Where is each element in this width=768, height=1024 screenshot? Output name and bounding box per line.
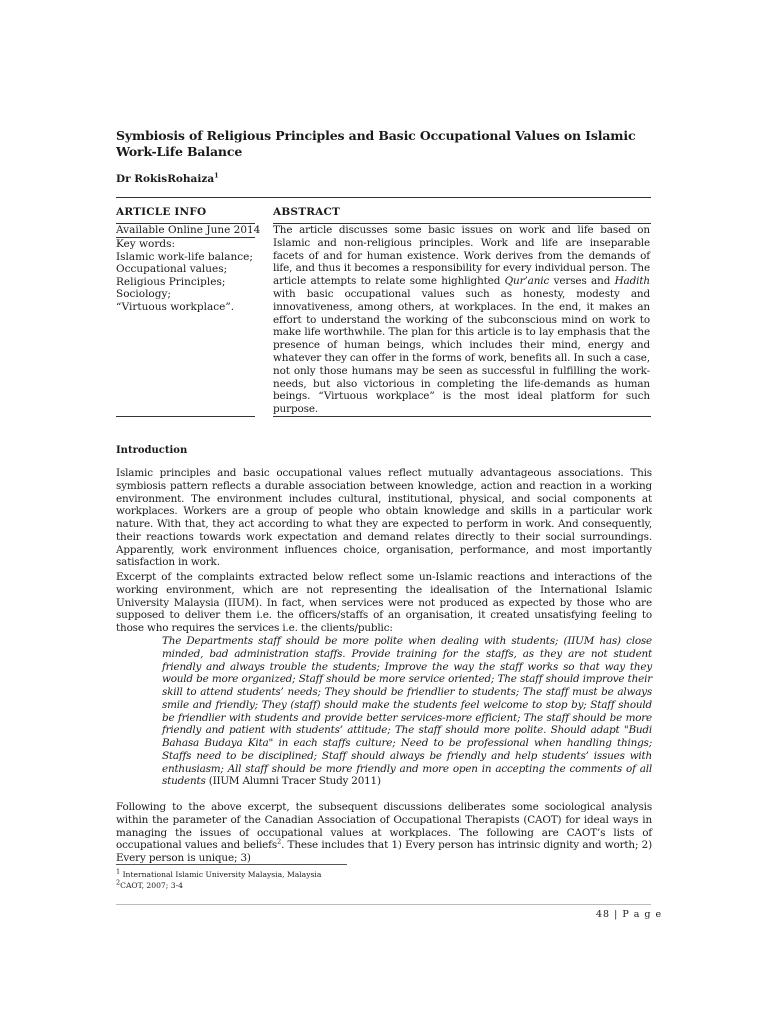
footnote-text: International Islamic University Malaysia, Malaysia bbox=[122, 870, 322, 879]
footnote-text: CAOT, 2007; 3-4 bbox=[120, 881, 183, 890]
paragraph-text-part: . These includes that 1) Every person has intrinsic dignity and worth; 2) Every person is unique; 3) bbox=[116, 839, 653, 864]
article-info-bottom-rule bbox=[116, 416, 255, 417]
author-line bbox=[116, 173, 219, 185]
keywords-block bbox=[116, 238, 256, 313]
keyword-item: Islamic work-life balance; bbox=[116, 250, 253, 263]
abstract-italic-term: Qur’anic bbox=[504, 275, 550, 288]
footnote-mark: 1 bbox=[116, 867, 121, 876]
author-footnote-mark: 1 bbox=[214, 171, 219, 180]
article-info bbox=[116, 224, 261, 237]
keyword-item: “Virtuous workplace”. bbox=[116, 300, 235, 313]
footnote-mark: 2 bbox=[116, 878, 121, 887]
abstract-text-part: with basic occupational values such as honesty, modesty and innovativeness, among others, at workplaces. In the end, it makes an effort to understand the working of the subconscious mind on work to make life worthwhile. The plan for this article is to lay emphasis that the presence of human beings, which includes their mind, energy and whatever they can offer in the forms of work, benefits all. In such a case, not only those humans may be seen as successful in fulfilling the work-needs, but also victorious in completing the life-demands as human beings. “Virtuous workplace” is the most ideal platform for such purpose. bbox=[273, 287, 650, 416]
abstract-bottom-rule bbox=[273, 416, 651, 417]
paper-title: Symbiosis of Religious Principles and Basic Occupational Values on Islamic Work-Life Balance bbox=[116, 128, 636, 159]
keywords-label: Key words: bbox=[116, 238, 176, 250]
footnote-separator bbox=[116, 864, 347, 865]
quote-citation: (IIUM Alumni Tracer Study 2011) bbox=[205, 775, 381, 788]
abstract-text bbox=[273, 224, 650, 416]
complaints-excerpt-quote bbox=[162, 635, 652, 788]
introduction-paragraph-1: Islamic principles and basic occupational values reflect mutually advantageous associations. This symbiosis pattern reflects a durable association between knowledge, action and reaction in a working environment. The environment includes cultural, institutional, physical, and social components at workplaces. Workers are a group of people who obtain knowledge and skills in a particular work nature. With that, they act according to what they are expected to perform in work. And consequently, their reactions towards work expectation and demand relates directly to their social surroundings. Apparently, work environment influences choice, organisation, performance, and most importantly satisfaction in work. bbox=[116, 467, 652, 569]
keyword-item: Sociology; bbox=[116, 288, 171, 300]
footnote-2 bbox=[116, 878, 183, 891]
page-number: 48 | P a g e bbox=[596, 909, 663, 920]
introduction-heading: Introduction bbox=[116, 445, 188, 456]
availability-date: Available Online June 2014 bbox=[116, 224, 261, 236]
abstract-italic-term: Hadith bbox=[614, 275, 650, 288]
author-name: Dr RokisRohaiza bbox=[116, 173, 215, 185]
introduction-paragraph-3 bbox=[116, 801, 652, 865]
paragraph-text-part: Following to the above excerpt, the subsequent discussions deliberates some sociological analysis within the parameter of the Canadian Association of Occupational Therapists (CAOT) for ideal ways in managing the issues of occupational values at workplaces. The following are CAOT’s lists of occupational values and beliefs bbox=[116, 801, 652, 852]
header-rule bbox=[116, 197, 651, 198]
abstract-text-part: verses and bbox=[549, 275, 615, 288]
footnote-1 bbox=[116, 867, 322, 880]
footnote-reference-mark: 2 bbox=[277, 837, 282, 846]
abstract-heading: ABSTRACT bbox=[273, 206, 341, 218]
abstract-text-part: The article discusses some basic issues on work and life based on Islamic and non-religious principles. Work and life are inseparable facets of and for human existence. Work derives from the demands of life, and thus it becomes a responsibility for every individual person. The article attempts to relate some highlighted bbox=[273, 224, 650, 288]
page-footer-rule bbox=[116, 904, 651, 905]
article-info-heading: ARTICLE INFO bbox=[116, 206, 207, 218]
keyword-item: Religious Principles; bbox=[116, 275, 226, 288]
keyword-item: Occupational values; bbox=[116, 263, 228, 275]
introduction-paragraph-2: Excerpt of the complaints extracted below reflect some un-Islamic reactions and interactions of the working environment, which are not representing the idealisation of the International Islamic University Malaysia (IIUM). In fact, when services were not produced as expected by those who are supposed to deliver them i.e. the officers/staffs of an organisation, it created unsatisfying feeling to those who requires the services i.e. the clients/public: bbox=[116, 571, 652, 634]
quote-text: The Departments staff should be more polite when dealing with students; (IIUM has) close minded, bad administration staffs. Provide training for the staffs, as they are not student friendly and always trouble the students; Improve the way the staff works so that way they would be more organized; Staff should be more service oriented; The staff should improve their skill to attend students’ needs; They should be friendlier to students; The staff must be always smile and friendly; They (staff) should make the students feel welcome to stop by; Staff should be friendlier with students and provide better services-more efficient; The staff should be more friendly and patient with students’ attitude; The staff should more polite. Should adapt "Budi Bahasa Budaya Kita" in each staffs culture; Need to be professional when handling things; Staffs need to be disciplined; Staff should always be friendly and help students’ issues with enthusiasm; All staff should be more friendly and more open in accepting the comments of all students bbox=[162, 635, 652, 788]
